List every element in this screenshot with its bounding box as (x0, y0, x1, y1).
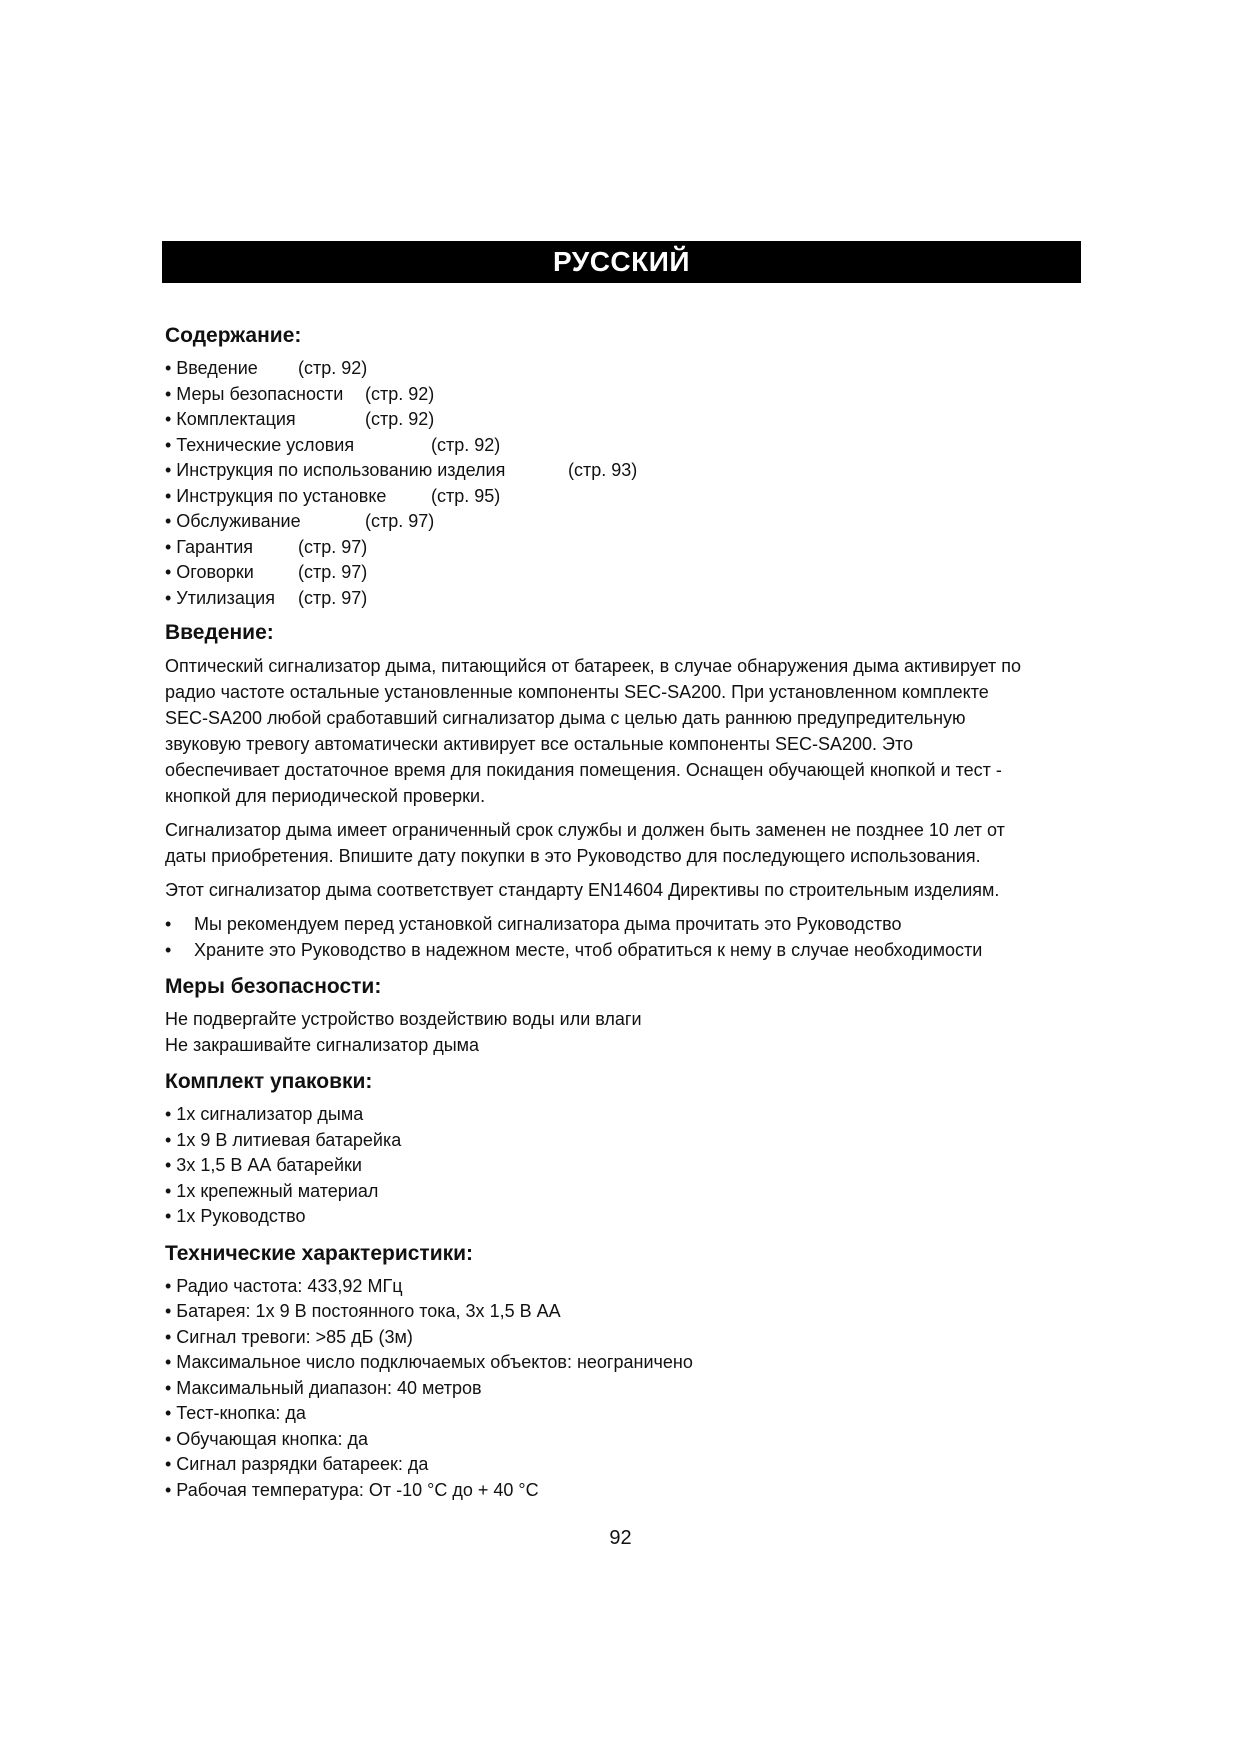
spec-item: • Тест-кнопка: да (165, 1403, 306, 1423)
toc-item: • Инструкция по использованию изделия (стр. 93) (165, 460, 638, 480)
spec-item: • Радио частота: 433,92 МГц (165, 1275, 403, 1296)
page-content (165, 322, 1085, 1503)
package-item: • 1x Руководство (165, 1206, 306, 1226)
package-item: • 1x сигнализатор дыма (165, 1104, 364, 1124)
spec-item: • Батарея: 1x 9 В постоянного тока, 3x 1,5 В АА (165, 1301, 561, 1321)
safety-line: Не подвергайте устройство воздействию воды или влаги (165, 1009, 642, 1029)
safety-line: Не закрашивайте сигнализатор дыма (165, 1034, 480, 1055)
spec-item: • Сигнал разрядки батареек: да (165, 1454, 429, 1474)
safety-heading: Меры безопасности: (165, 975, 382, 998)
package-item: • 1x крепежный материал (165, 1180, 379, 1201)
package-item: • 3x 1,5 В АА батарейки (165, 1155, 362, 1175)
list-item: • Храните это Руководство в надежном месте, чтоб обратиться к нему в случае необходимости (165, 937, 1085, 963)
specs-heading: Технические характеристики: (165, 1241, 474, 1265)
toc-item: • Гарантия (стр. 97) (165, 536, 368, 557)
table-of-contents (165, 356, 1085, 611)
spec-item: • Рабочая температура: От -10 °С до + 40 °С (165, 1479, 539, 1500)
toc-item: • Технические условия (стр. 92) (165, 434, 501, 455)
standard-paragraph: Этот сигнализатор дыма соответствует стандарту EN14604 Директивы по строительным изделиям. (165, 880, 1000, 900)
intro-paragraph: Оптический сигнализатор дыма, питающийся от батареек, в случае обнаружения дыма активирует по радио частоте остальные установленные компоненты SEC-SA200. При установленном комплекте SEC-SA200 любой сработавший сигнализатор дыма с целью дать раннюю предупредительную звуковую тревогу автоматически активирует все остальные компоненты SEC-SA200. Это обеспечивает достаточное время для покидания помещения. Оснащен обучающей кнопкой и тест - кнопкой для периодической проверки. (165, 656, 1022, 806)
toc-item: • Утилизация (стр. 97) (165, 587, 368, 608)
toc-heading: Содержание: (165, 324, 302, 347)
lifespan-paragraph: Сигнализатор дыма имеет ограниченный срок службы и должен быть заменен не позднее 10 лет от даты приобретения. Впишите дату покупки в это Руководство для последующего использования. (165, 820, 1005, 866)
recommendation-list (165, 911, 1085, 963)
banner-title: РУССКИЙ (552, 246, 690, 277)
toc-item: • Инструкция по установке (стр. 95) (165, 485, 501, 506)
toc-item: • Обслуживание (стр. 97) (165, 511, 435, 531)
spec-item: • Сигнал тревоги: >85 дБ (3м) (165, 1326, 413, 1347)
toc-item: • Меры безопасности (стр. 92) (165, 383, 435, 404)
package-heading: Комплект упаковки: (165, 1070, 373, 1093)
list-item: • Мы рекомендуем перед установкой сигнализатора дыма прочитать это Руководство (165, 911, 1085, 937)
toc-item: • Комплектация (стр. 92) (165, 409, 435, 429)
spec-item: • Максимальный диапазон: 40 метров (165, 1377, 482, 1398)
spec-item: • Максимальное число подключаемых объектов: неограничено (165, 1352, 693, 1372)
spec-item: • Обучающая кнопка: да (165, 1428, 369, 1449)
language-banner (162, 241, 1081, 283)
toc-item: • Оговорки (стр. 97) (165, 562, 368, 582)
toc-item: • Введение (стр. 92) (165, 358, 368, 378)
intro-heading: Введение: (165, 621, 274, 644)
page-number: 92 (609, 1527, 632, 1549)
package-item: • 1x 9 В литиевая батарейка (165, 1129, 402, 1150)
